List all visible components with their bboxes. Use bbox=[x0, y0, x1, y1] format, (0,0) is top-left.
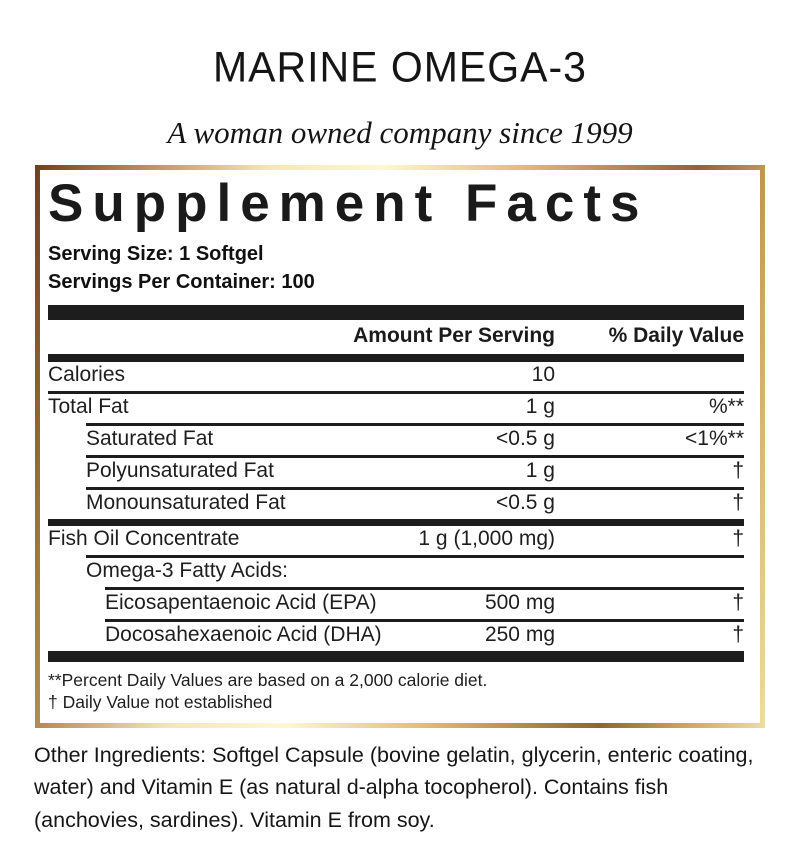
nutrient-amount: 1 g bbox=[525, 459, 555, 483]
nutrient-daily-value: † bbox=[732, 527, 744, 551]
table-row bbox=[48, 394, 744, 423]
other-ingredients: Other Ingredients: Softgel Capsule (bovine gelatin, glycerin, enteric coating, water) and Vitamin E (as natural d-alpha tocopherol). Contains fish (anchovies, sardines). Vitamin E from soy. bbox=[34, 743, 754, 832]
nutrient-amount: 1 g (1,000 mg) bbox=[418, 527, 555, 551]
daily-value-header: % Daily Value bbox=[608, 324, 744, 348]
nutrient-daily-value: <1%** bbox=[685, 427, 744, 451]
nutrient-daily-value: † bbox=[732, 491, 744, 515]
nutrient-name: Docosahexaenoic Acid (DHA) bbox=[105, 623, 382, 647]
divider-below-header bbox=[48, 354, 744, 362]
nutrient-daily-value: %** bbox=[708, 395, 744, 419]
nutrient-name: Saturated Fat bbox=[86, 427, 214, 451]
row-divider bbox=[48, 519, 744, 526]
nutrient-amount: 10 bbox=[531, 363, 555, 387]
table-row bbox=[48, 458, 744, 487]
nutrient-name: Polyunsaturated Fat bbox=[86, 459, 274, 483]
nutrient-name: Calories bbox=[48, 363, 126, 387]
nutrient-amount: <0.5 g bbox=[496, 427, 555, 451]
serving-size: Serving Size: 1 Softgel bbox=[48, 242, 264, 265]
nutrient-name: Fish Oil Concentrate bbox=[48, 527, 240, 551]
nutrient-name: Eicosapentaenoic Acid (EPA) bbox=[105, 591, 377, 615]
table-row bbox=[48, 526, 744, 555]
footnotes bbox=[48, 662, 744, 713]
nutrient-daily-value: † bbox=[732, 591, 744, 615]
nutrient-amount: <0.5 g bbox=[496, 491, 555, 515]
nutrient-amount: 1 g bbox=[525, 395, 555, 419]
supplement-facts-gold-border bbox=[35, 165, 765, 728]
supplement-facts-panel bbox=[40, 170, 760, 723]
nutrient-amount: 250 mg bbox=[484, 623, 555, 647]
nutrient-table bbox=[48, 362, 744, 662]
nutrient-name: Monounsaturated Fat bbox=[86, 491, 286, 515]
footnote-dagger: † Daily Value not established bbox=[48, 691, 273, 712]
table-row bbox=[48, 590, 744, 619]
servings-per-container: Servings Per Container: 100 bbox=[48, 271, 315, 294]
divider-thick-top bbox=[48, 305, 744, 320]
table-row bbox=[48, 558, 744, 587]
amount-per-serving-header: Amount Per Serving bbox=[353, 324, 555, 348]
nutrient-amount: 500 mg bbox=[484, 591, 555, 615]
row-divider bbox=[48, 651, 744, 662]
supplement-facts-title: Supplement Facts bbox=[48, 174, 649, 233]
table-row bbox=[48, 622, 744, 651]
footnote-daily-values: **Percent Daily Values are based on a 2,000 calorie diet. bbox=[48, 670, 488, 691]
nutrient-name: Omega-3 Fatty Acids: bbox=[86, 559, 288, 583]
table-row bbox=[48, 426, 744, 455]
table-header-row bbox=[48, 320, 744, 354]
nutrient-daily-value: † bbox=[732, 459, 744, 483]
nutrient-daily-value: † bbox=[732, 623, 744, 647]
table-row bbox=[48, 362, 744, 391]
product-title: MARINE OMEGA-3 bbox=[213, 43, 587, 91]
nutrient-name: Total Fat bbox=[48, 395, 129, 419]
brand-tagline: A woman owned company since 1999 bbox=[167, 115, 633, 150]
table-row bbox=[48, 490, 744, 519]
